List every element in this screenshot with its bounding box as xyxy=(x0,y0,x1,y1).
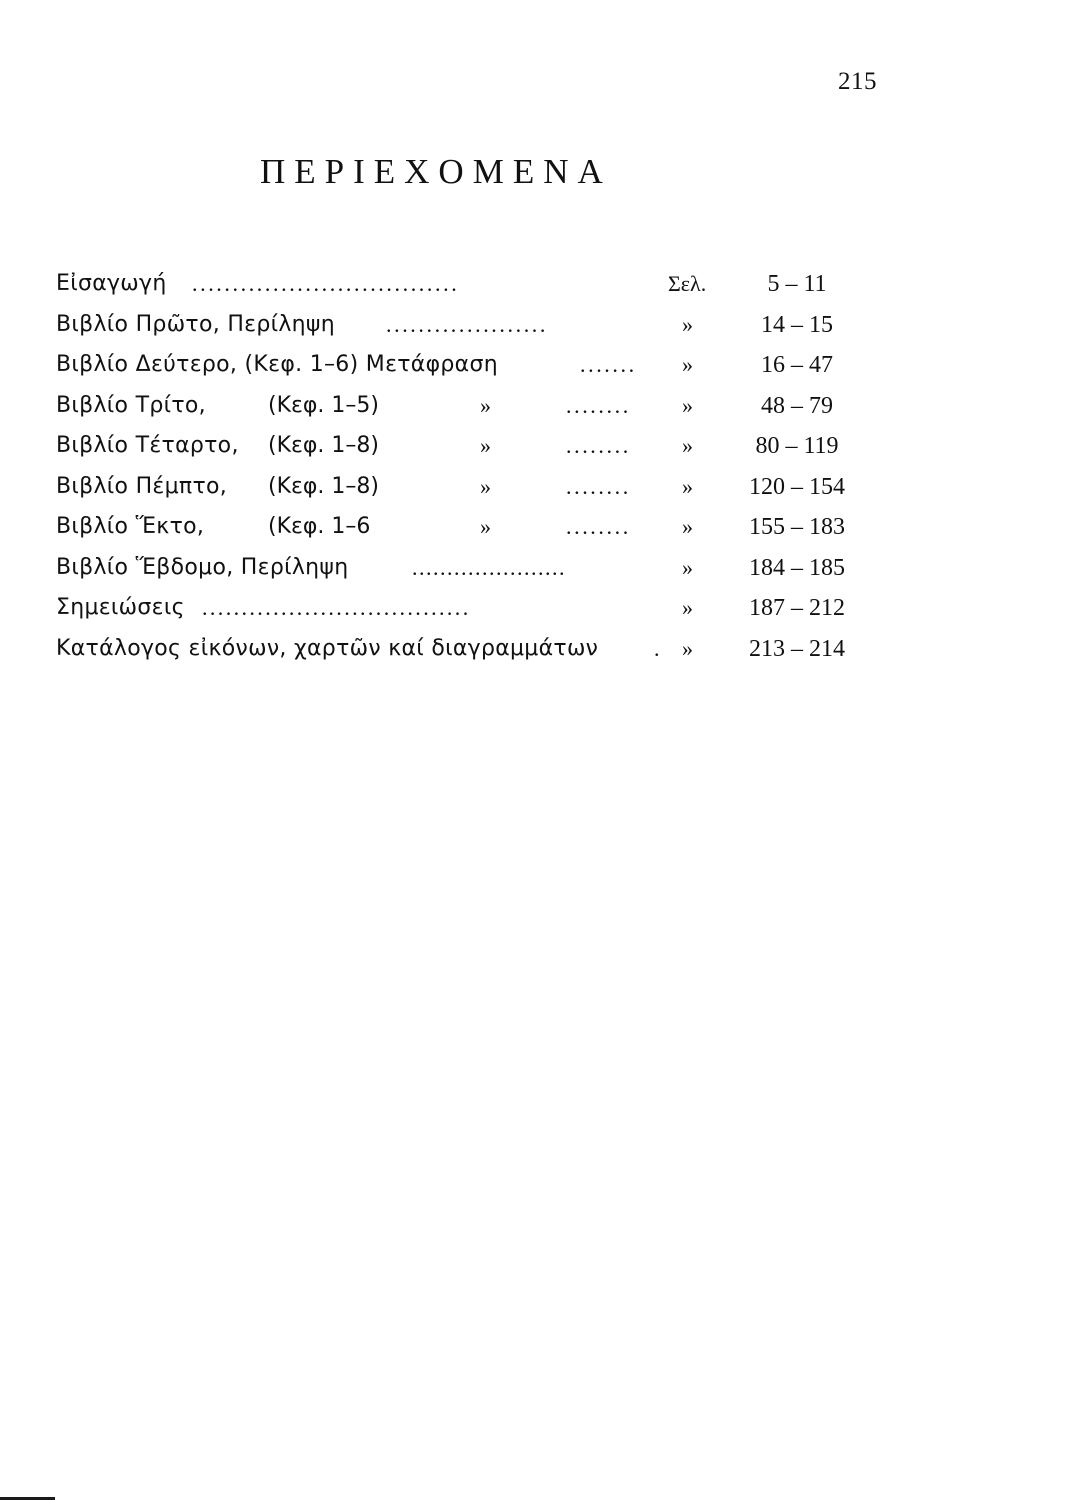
toc-leader-dots: ........ xyxy=(566,433,631,458)
toc-entry-chapters: (Κεφ. 1–6 xyxy=(268,514,371,539)
toc-leader-dots: . xyxy=(654,635,663,661)
toc-entry xyxy=(56,633,876,674)
toc-page-range: 187 – 212 xyxy=(749,595,845,621)
toc-page-range: 48 – 79 xyxy=(761,392,833,419)
toc-leader-dots: .................... xyxy=(386,311,548,337)
toc-leader-dots: ....... xyxy=(580,352,637,377)
toc-entry-label: Σημειώσεις xyxy=(56,595,185,620)
toc-ditto-mark: » xyxy=(480,514,491,539)
toc-entry-chapters: (Κεφ. 1–8) xyxy=(268,473,379,499)
toc-leader-dots: ...................... xyxy=(412,554,566,580)
toc-page-marker: » xyxy=(682,514,693,539)
toc-page-range: 120 – 154 xyxy=(749,473,845,500)
toc-page-range: 14 – 15 xyxy=(761,311,833,338)
toc-entry-label: Βιβλίο Πρῶτο, Περίληψη xyxy=(56,311,335,337)
toc-entry-label: Βιβλίο Ἕβδομο, Περίληψη xyxy=(56,554,349,580)
toc-page-marker: » xyxy=(682,554,693,580)
toc-entry xyxy=(56,511,876,552)
toc-entry-chapters: (Κεφ. 1–8) xyxy=(268,433,379,458)
toc-entry xyxy=(56,349,876,390)
toc-leader-dots: ........ xyxy=(566,514,631,539)
page-title: ΠΕΡΙΕΧΟΜΕΝΑ xyxy=(260,152,612,191)
toc-page-range: 80 – 119 xyxy=(755,433,839,459)
toc-page-range: 16 – 47 xyxy=(761,352,833,378)
toc-ditto-mark: » xyxy=(480,392,491,418)
toc-page-marker: Σελ. xyxy=(668,271,707,296)
toc-page-marker: » xyxy=(682,595,693,620)
toc-entry-label: Βιβλίο Πέμπτο, xyxy=(56,473,228,499)
toc-page-marker: » xyxy=(682,433,693,458)
toc-leader-dots: ........ xyxy=(566,473,631,499)
toc-entry xyxy=(56,592,876,633)
toc-entry-chapters: (Κεφ. 1–5) xyxy=(268,392,379,418)
toc-page-range: 184 – 185 xyxy=(749,554,845,581)
toc-entry xyxy=(56,430,876,471)
toc-entry-label: Βιβλίο Ἕκτο, xyxy=(56,514,205,539)
toc-entry-label: Βιβλίο Τέταρτο, xyxy=(56,433,239,458)
toc-entry xyxy=(56,309,876,350)
page-number: 215 xyxy=(838,68,877,95)
toc-ditto-mark: » xyxy=(480,473,491,499)
toc-leader-dots: ................................. xyxy=(192,271,460,296)
toc-page-marker: » xyxy=(682,392,693,418)
toc-entry xyxy=(56,268,876,309)
table-of-contents xyxy=(56,268,876,673)
toc-page-range: 155 – 183 xyxy=(749,514,845,540)
toc-page-marker: » xyxy=(682,473,693,499)
toc-entry xyxy=(56,552,876,593)
toc-ditto-mark: » xyxy=(480,433,491,458)
toc-leader-dots: ........ xyxy=(566,392,631,418)
toc-entry-label: Βιβλίο Τρίτο, xyxy=(56,392,206,418)
toc-entry-label: Βιβλίο Δεύτερο, (Κεφ. 1–6) Μετάφραση xyxy=(56,352,498,377)
toc-page-range: 213 – 214 xyxy=(749,635,845,662)
toc-entry xyxy=(56,390,876,431)
toc-entry xyxy=(56,471,876,512)
toc-page-marker: » xyxy=(682,352,693,377)
toc-page-marker: » xyxy=(682,635,693,661)
toc-entry-label: Κατάλογος εἰκόνων, χαρτῶν καί διαγραμμάτων xyxy=(56,635,599,661)
toc-page-marker: » xyxy=(682,311,693,337)
toc-page-range: 5 – 11 xyxy=(767,271,827,297)
toc-entry-label: Εἰσαγωγή xyxy=(56,271,167,296)
toc-leader-dots: .................................. xyxy=(202,595,471,620)
